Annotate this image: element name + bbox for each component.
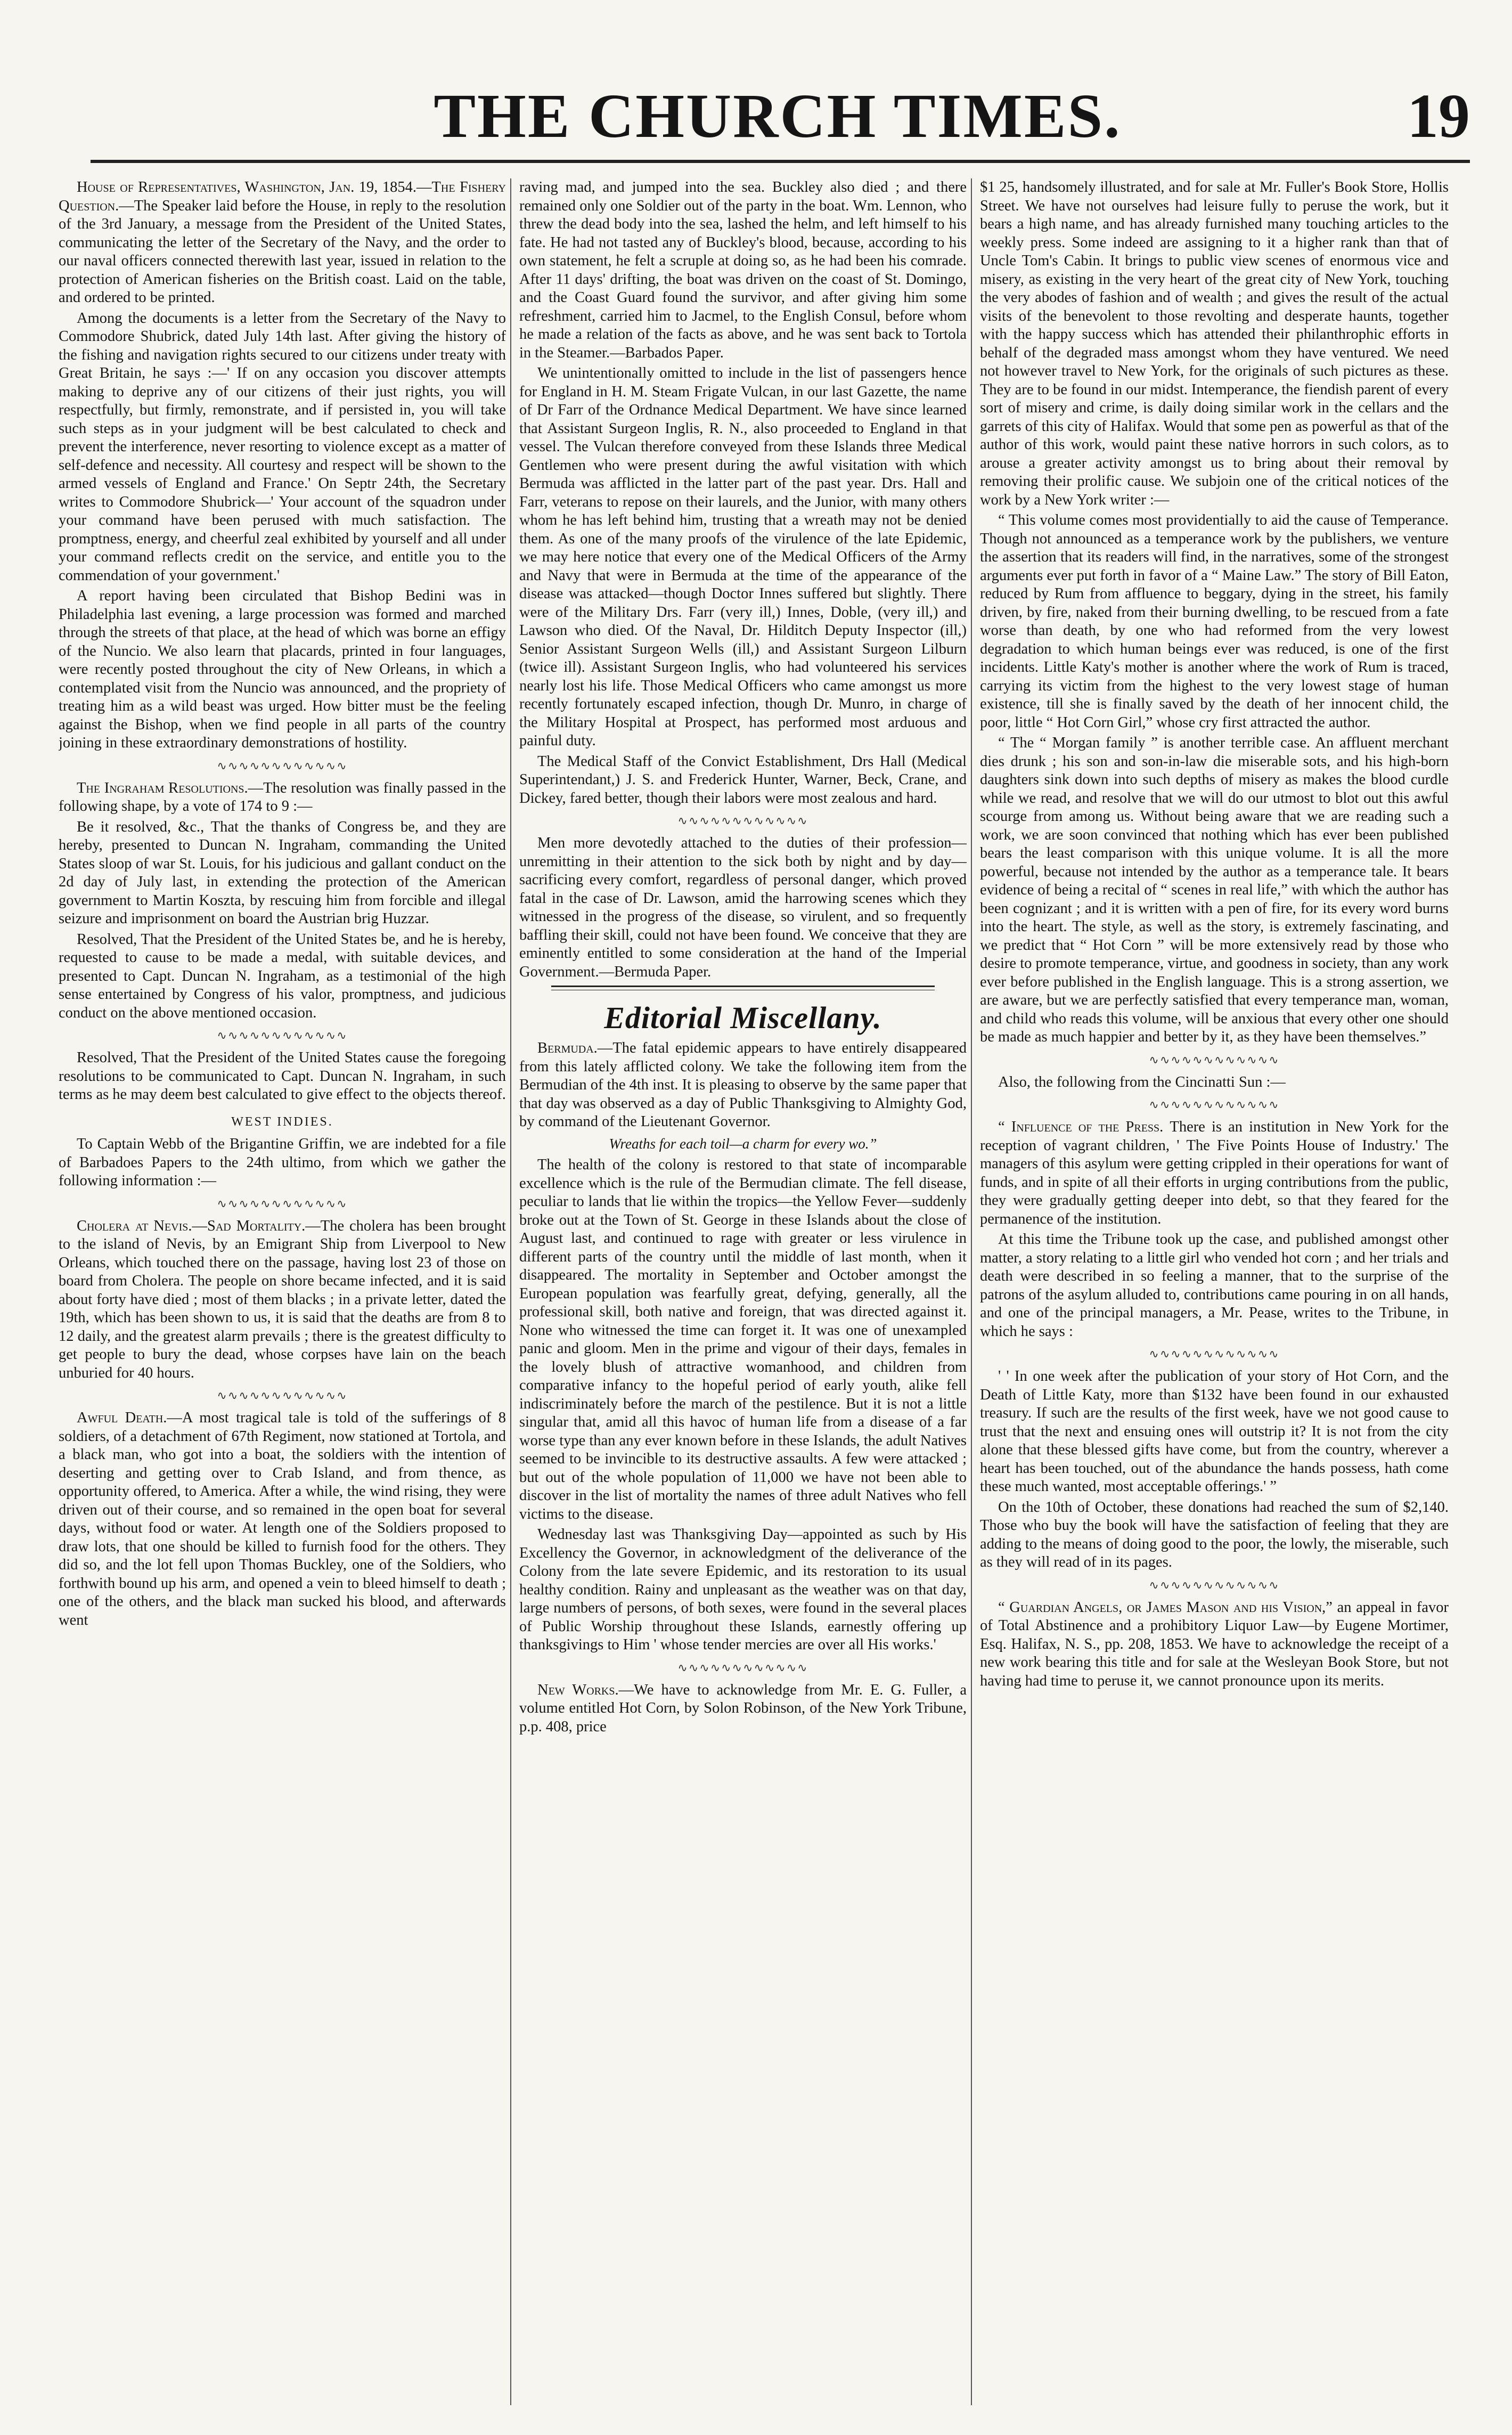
article-text: The Speaker laid before the House, in reply to the resolution of the 3rd January, a message from the President of the United States, communicating the letter of the Secretary of the Navy, and the order to our naval officers connected therewith last year, issued in relation to the protection of American fisheries on the British coast. Laid on the table, and ordered to be printed.: [59, 197, 506, 306]
article-paragraph: [59, 931, 506, 1023]
article-paragraph: [59, 1217, 506, 1383]
article-text: The health of the colony is restored to that state of incomparable excellence which is the rule of the Bermudian climate. The fell disease, peculiar to lands that lie within the tropics—the Yellow Fever—suddenly broke out at the Town of St. George in these Islands about the close of August last, and continued to rage with greater or less virulence in different parts of the country until the middle of last month, when it disappeared. The mortality in September and October amongst the European population was fearfully great, defying, generally, all the professional skill, both native and foreign, that was directed against it. None who witnessed the time can forget it. It was one of unexampled panic and gloom. Men in the prime and vigour of their days, females in the lovely blush of attractive womanhood, and children from comparative infancy to the hopeful period of early youth, alike fell indiscriminately before the march of the pestilence. But it is not a little singular that, amid all this havoc of human life from a disease of a far worse type than any ever known before in these Islands, the adult Natives seemed to be invincible to its destructive assaults. A few were attacked ; but out of the whole population of 11,000 we have not been able to discover in the list of mortality the names of three adult Natives who fell victims to the disease.: [519, 1157, 967, 1522]
article-separator: ∿∿∿∿∿∿∿∿∿∿∿∿: [217, 1389, 348, 1402]
article-lead: “ Influence of the Press.: [998, 1119, 1170, 1135]
article-text: an appeal in favor of Total Abstinence and a prohibitory Liquor Law—by Eugene Mortimer, Esq. Halifax, N. S., pp. 208, 1853. We have to acknowledge the receipt of a new work bearing this title and for sale at the Wesleyan Book Store, but not having had time to peruse it, we cannot pronounce upon its merits.: [980, 1599, 1449, 1689]
column-divider-2: [971, 178, 972, 2405]
article-paragraph: [59, 1409, 506, 1630]
article-text: ' ' In one week after the publication of your story of Hot Corn, and the Death of Little Katy, more than $132 have been found in our exhausted treasury. If such are the results of the first week, have we not good cause to trust that the next and ensuing ones will outstrip it? It is not from the city alone that these blessed gifts have come, but from the country, wherever a heart has been touched, out of the abundance the hands possess, hath come these much wanted, most acceptable offerings.' ”: [980, 1368, 1449, 1495]
article-text: At this time the Tribune took up the case, and published amongst other matter, a story relating to a little girl who vended hot corn ; and her trials and death were described in so feeling a manner, that to the surprise of the patrons of the asylum alluded to, contributions came pouring in on all hands, and one of the principal managers, a Mr. Pease, writes to the Tribune, in which he says :: [980, 1231, 1449, 1340]
article-paragraph: [519, 834, 967, 981]
article-paragraph: [519, 1681, 967, 1737]
article-text: Also, the following from the Cincinatti Sun :—: [998, 1073, 1286, 1090]
article-text: There is an institution in New York for the reception of vagrant children, ' The Five Points House of Industry.' The managers of this asylum were getting crippled in their operations for want of funds, and in spite of all their efforts in urging contributions from the public, they were gradually getting deeper into debt, so that they feared for the permanence of the institution.: [980, 1119, 1449, 1227]
article-paragraph: [980, 1073, 1449, 1092]
article-paragraph: [519, 753, 967, 808]
article-text: A most tragical tale is told of the sufferings of 8 soldiers, of a detachment of 67th Regiment, now stationed at Tortola, and a black man, who got into a boat, the soldiers with the intention of deserting and getting over to Crab Island, and from thence, as opportunity offered, to America. After a while, the wind rising, they were driven out of their course, and so remained in the open boat for several days, without food or water. At length one of the Soldiers proposed to draw lots, that one should be killed to furnish food for the others. They did so, and the lot fell upon Thomas Buckley, one of the Soldiers, who forthwith bound up his arm, and opened a vein to bleed himself to death ; one of the others, and the black man sucked his blood, and afterwards went: [59, 1410, 506, 1628]
article-paragraph: [980, 1499, 1449, 1572]
masthead-rule: [91, 160, 1470, 163]
article-paragraph: [980, 734, 1449, 1047]
article-separator: ∿∿∿∿∿∿∿∿∿∿∿∿: [217, 759, 348, 772]
article-separator: ∿∿∿∿∿∿∿∿∿∿∿∿: [1149, 1098, 1280, 1111]
article-text: $1 25, handsomely illustrated, and for sale at Mr. Fuller's Book Store, Hollis Street. We have not ourselves had leisure fully to peruse the work, but it bears a high name, and has already furnished many touching articles to the weekly press. Some indeed are assigning to it a higher rank than that of Uncle Tom's Cabin. It brings to public view scenes of enormous vice and misery, as existing in the very heart of the great city of New York, touching the very abodes of fashion and of wealth ; and gives the result of the actual visits of the benevolent to those revolting and desperate haunts, together with the happy success which has attended their philanthrophic efforts in behalf of the degraded mass amongst whom they have ventured. We need not however travel to New York, for the originals of such pictures as these. They are to be found in our midst. Intemperance, the fiendish parent of every sort of misery and crime, is daily doing similar work in the cellars and the garrets of this city of Halifax. Would that some pen as powerful as that of the author of this work, would paint these native horrors in such colors, as to arouse a greater activity amongst us to bring about their removal by removing their prolific cause. We subjoin one of the critical notices of the work by a New York writer :—: [980, 179, 1449, 508]
column-3: [980, 178, 1449, 2405]
article-paragraph: [59, 1049, 506, 1104]
article-separator: ∿∿∿∿∿∿∿∿∿∿∿∿: [1149, 1578, 1280, 1592]
article-text: “ The “ Morgan family ” is another terrible case. An affluent merchant dies drunk ; his son and son-in-law die miserable sots, and his high-born daughters sink down into such depths of misery as makes the blood curdle while we read, and resolve that we will do our utmost to blot out this awful scourge from among us. Without being aware that we are reading such a work, we are soon convinced that nothing which has ever been published bears the least comparison with this unique volume. It is all the more powerful, because not intended by the author as a temperance tale. It bears evidence of being a recital of “ scenes in real life,” with which the author has been cognizant ; and it is written with a pen of fire, for its every word burns into the heart. The style, as well as the story, is extremely fascinating, and we predict that “ Hot Corn ” will be more extensively read by those who desire to promote temperance, virtue, and goodness in society, than any work ever before published in the English language. This is a strong assertion, we are aware, but we are perfectly satisfied that every temperance man, woman, and child who reads this volume, will be anxious that every other one should be made as much happier and better by it, as they have been themselves.”: [980, 735, 1449, 1045]
article-text: A report having been circulated that Bishop Bedini was in Philadelphia last evening, a large procession was formed and marched through the streets of that place, at the head of which was borne an effigy of the Nuncio. We also learn that placards, printed in four languages, were recently posted throughout the city of New Orleans, in which a contemplated visit from the Nuncio was announced, and the propriety of treating him as a wild beast was urged. How bitter must be the feeling against the Bishop, when we find people in all parts of the country joining in these extraordinary demonstrations of hostility.: [59, 588, 506, 751]
article-separator: ∿∿∿∿∿∿∿∿∿∿∿∿: [677, 1660, 808, 1674]
article-paragraph: [59, 310, 506, 585]
article-text: Resolved, That the President of the United States be, and he is hereby, requested to cause to be made a medal, with suitable devices, and presented to Capt. Duncan N. Ingraham, as a testimonial of the high sense entertained by Congress of his valor, promptness, and judicious conduct on the above mentioned occasion.: [59, 931, 506, 1021]
epigraph: Wreaths for each toil—a charm for every wo.”: [609, 1135, 877, 1152]
page-number: 19: [1407, 81, 1470, 151]
article-separator: ∿∿∿∿∿∿∿∿∿∿∿∿: [217, 1196, 348, 1210]
article-separator: ∿∿∿∿∿∿∿∿∿∿∿∿: [1149, 1053, 1280, 1066]
article-paragraph: [980, 1231, 1449, 1341]
article-lead: Bermuda.—: [537, 1040, 613, 1056]
section-rule: [551, 986, 935, 990]
article-text: The cholera has been brought to the island of Nevis, by an Emigrant Ship from Liverpool to New Orleans, which touched there on the passage, having lost 23 of those on board from Cholera. The people on shore became infected, and it is said about forty have died ; most of them blacks ; in a private letter, dated the 19th, which has been shown to us, it is said that the deaths are from 8 to 12 daily, and the greatest alarm prevails ; there is the greatest difficulty to get people to bury the dead, whose corpses have lain on the beach unburied for 40 hours.: [59, 1217, 506, 1381]
article-text: We have to acknowledge from Mr. E. G. Fuller, a volume entitled Hot Corn, by Solon Robinson, of the New York Tribune, p.p. 408, price: [519, 1681, 967, 1735]
article-paragraph: [59, 587, 506, 753]
article-text: We unintentionally omitted to include in the list of passengers hence for England in H. M. Steam Frigate Vulcan, in our last Gazette, the name of Dr Farr of the Ordnance Medical Department. We have since learned that Assistant Surgeon Inglis, R. N., also proceeded to England in that vessel. The Vulcan therefore conveyed from these Islands three Medical Gentlemen who were present during the awful visitation with which Bermuda was afflicted in the latter part of the past year. Drs. Hall and Farr, veterans to repose on their laurels, and the Junior, with many others whom he has left behind him, trusting that a wreath may not be denied them. As one of the many proofs of the virulence of the late Epidemic, we may here notice that every one of the Medical Officers of the Army and Navy that were in Bermuda at the time of the appearance of the disease was attacked—though Doctor Innes suffered but slightly. There were of the Military Drs. Farr (very ill,) Innes, Doble, (very ill,) and Lawson who died. Of the Naval, Dr. Hilditch Deputy Inspector (ill,) Senior Assistant Surgeon Wells (ill,) and Assistant Surgeon Lilburn (twice ill). Assistant Surgeon Inglis, who had volunteered his services nearly lost his life. Those Medical Officers who came amongst us more recently fortunately escaped infection, though Dr. Munro, in charge of the Military Hospital at Prospect, has performed most arduous and painful duty.: [519, 365, 967, 749]
article-text: Wednesday last was Thanksgiving Day—appointed as such by His Excellency the Governor, in acknowledgment of the deliverance of the Colony from the late severe Epidemic, and its restoration to its usual healthy condition. Rainy and unpleasant as the weather was on that day, large numbers of persons, of both sexes, were found in the several places of Public Worship throughout these Islands, earnestly offering up thanksgivings to Him ' whose tender mercies are over all His works.': [519, 1526, 967, 1653]
section-heading: WEST INDIES.: [231, 1114, 333, 1129]
article-text: Resolved, That the President of the United States cause the foregoing resolutions to be communicated to Capt. Duncan N. Ingraham, in such terms as he may deem best calculated to give effect to the objects thereof.: [59, 1049, 506, 1103]
article-paragraph: [519, 364, 967, 751]
article-paragraph: [519, 1039, 967, 1131]
article-paragraph: [980, 1599, 1449, 1691]
article-paragraph: [519, 1526, 967, 1655]
article-text: Men more devotedly attached to the duties of their profession—unremitting in their attention to the sick both by night and by day—sacrificing every comfort, regardless of personal danger, which proved fatal in the case of Dr. Lawson, amid the harrowing scenes which they witnessed in the progress of the disease, so virulent, and so frequently baffling their skill, could not have been found. We conceive that they are eminently entitled to some consideration at the hand of the Imperial Government.—Bermuda Paper.: [519, 835, 967, 980]
column-2: [519, 178, 967, 2405]
article-paragraph: [980, 178, 1449, 509]
article-text: “ This volume comes most providentially to aid the cause of Temperance. Though not announced as a temperance work by the publishers, we venture the assertion that its readers will find, in the narratives, some of the strongest arguments ever put forth in favor of a “ Maine Law.” The story of Bill Eaton, reduced by Rum from affluence to beggary, dying in the street, his family driven, by fire, naked from their burning dwelling, to be rescued from a fate worse than death, by one who had reformed from the very lowest degradation to which human beings ever was reduced, is one of the first incidents. Little Katy's mother is another where the work of Rum is traced, carrying its victim from the highest to the very lowest stage of human existence, till she is finally saved by the death of her innocent child, the poor, little “ Hot Corn Girl,” whose cry first attracted the author.: [980, 512, 1449, 731]
article-text: Be it resolved, &c., That the thanks of Congress be, and they are hereby, presented to Duncan N. Ingraham, commanding the United States sloop of war St. Louis, for his judicious and gallant conduct on the 2d day of July last, in extending the protection of the American government to Martin Koszta, by rescuing him from forcible and illegal seizure and imprisonment on board the Austrian brig Huzzar.: [59, 818, 506, 927]
article-lead: “ Guardian Angels, or James Mason and his Vision,”: [998, 1599, 1337, 1616]
article-text: raving mad, and jumped into the sea. Buckley also died ; and there remained only one Soldier out of the party in the boat. Wm. Lennon, who threw the dead body into the sea, lashed the helm, and left himself to his fate. He had not tasted any of Buckley's blood, because, according to his own statement, he felt a scruple at doing so, as he had been his comrade. After 11 days' drifting, the boat was driven on the coast of St. Domingo, and the Coast Guard found the survivor, and after giving him some refreshment, carried him to Jacmel, to the English Consul, before whom he made a relation of the facts as above, and he was sent back to Tortola in the Steamer.—Barbados Paper.: [519, 179, 967, 361]
article-paragraph: [519, 1156, 967, 1524]
article-separator: ∿∿∿∿∿∿∿∿∿∿∿∿: [217, 1029, 348, 1042]
article-paragraph: [980, 1367, 1449, 1496]
article-paragraph: [980, 511, 1449, 732]
article-lead: Awful Death.—: [77, 1410, 182, 1426]
article-separator: ∿∿∿∿∿∿∿∿∿∿∿∿: [677, 814, 808, 827]
article-text: The resolution was finally passed in the following shape, by a vote of 174 to 9 :—: [59, 779, 506, 815]
article-separator: ∿∿∿∿∿∿∿∿∿∿∿∿: [1149, 1347, 1280, 1361]
newspaper-title: THE CHURCH TIMES.: [434, 81, 1122, 151]
article-paragraph: [59, 1135, 506, 1191]
article-text: On the 10th of October, these donations had reached the sum of $2,140. Those who buy the book will have the satisfaction of feeling that they are adding to the means of doing good to the poor, the lowly, the miserable, such as they will read of in its pages.: [980, 1499, 1449, 1570]
column-divider-1: [510, 178, 511, 2405]
article-lead: New Works.—: [537, 1681, 634, 1698]
masthead: [85, 75, 1470, 165]
article-lead: House of Representatives, Washington, Jan. 19, 1854.—The Fishery Question.—: [59, 179, 506, 214]
article-paragraph: [59, 779, 506, 816]
article-text: To Captain Webb of the Brigantine Griffin, we are indebted for a file of Barbadoes Papers to the 24th ultimo, from which we gather the following information :—: [59, 1136, 506, 1189]
article-paragraph: [980, 1118, 1449, 1228]
article-text: The fatal epidemic appears to have entirely disappeared from this lately afflicted colony. We take the following item from the Bermudian of the 4th inst. It is pleasing to observe by the same paper that that day was observed as a day of Public Thanksgiving to Almighty God, by command of the Lieutenant Governor.: [519, 1040, 967, 1130]
article-paragraph: [519, 178, 967, 362]
editorial-heading: Editorial Miscellany.: [604, 1000, 882, 1035]
article-text: The Medical Staff of the Convict Establishment, Drs Hall (Medical Superintendant,) J. S. and Frederick Hunter, Warner, Beck, Crane, and Dickey, fared better, though their labors were most zealous and hard.: [519, 753, 967, 807]
article-text: Among the documents is a letter from the Secretary of the Navy to Commodore Shubrick, dated July 14th last. After giving the history of the fishing and navigation rights secured to our citizens under treaty with Great Britain, he says :—' If on any occasion you discover attempts making to deprive any of our citizens of their just rights, you will respectfully, but firmly, remonstrate, and if persisted in, you will take such steps as in your judgment will be best calculated to check and prevent the interference, never resorting to violence except as a matter of self-defence and necessity. All courtesy and respect will be shown to the armed vessels of England and France.' On Septr 24th, the Secretary writes to Commodore Shubrick—' Your account of the squadron under your command have been perused with much satisfaction. The promptness, energy, and cheerful zeal exhibited by yourself and all under your command reflects credit on the service, and entitle you to the commendation of your government.': [59, 310, 506, 584]
column-1: [59, 178, 506, 2405]
article-paragraph: [59, 178, 506, 307]
article-lead: Cholera at Nevis.—Sad Mortality.—: [77, 1217, 321, 1234]
article-lead: The Ingraham Resolutions.—: [77, 779, 264, 796]
article-paragraph: [59, 818, 506, 929]
